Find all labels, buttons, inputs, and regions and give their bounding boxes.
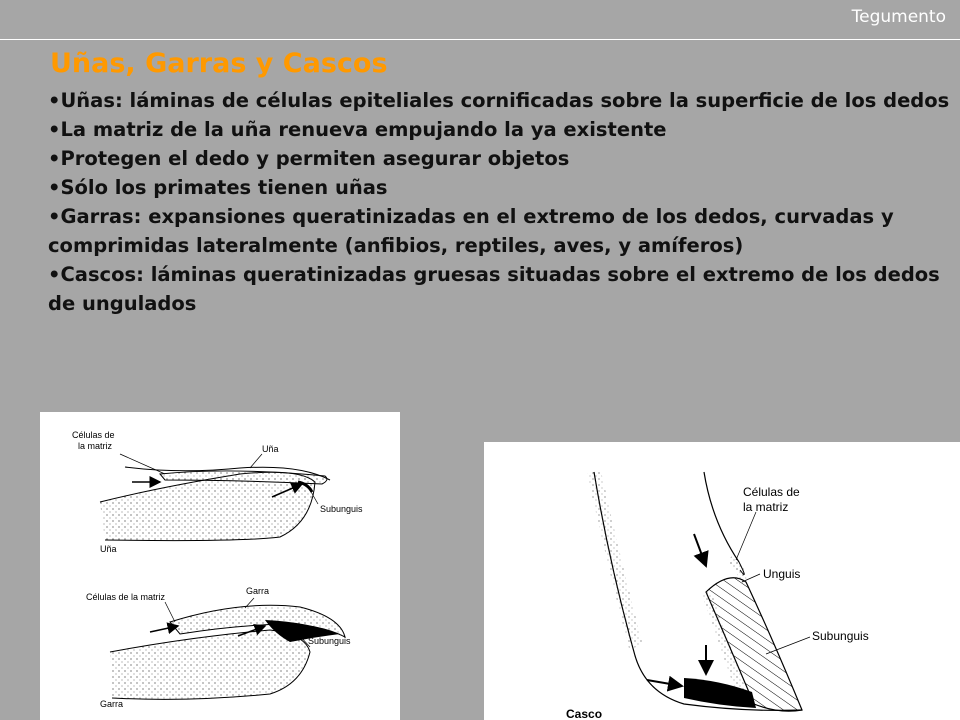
claw-label: Garra [246,586,270,596]
hoof-unguis-label: Unguis [763,567,801,581]
header-divider [0,39,960,40]
bullet-item: • Cascos: láminas queratinizadas gruesas situadas sobre el extremo de los dedos de ungulados [48,260,953,318]
hoof-matrix-label-2: la matriz [743,500,789,514]
nail-matrix-label-2: la matriz [78,441,113,451]
claw-caption: Garra [100,699,124,709]
bullet-list [48,86,953,318]
bullet-item: • Uñas: láminas de células epiteliales cornificadas sobre la superficie de los dedos [48,86,953,115]
hoof-matrix-label-1: Células de [743,485,800,499]
hoof-caption: Casco [566,707,603,720]
bullet-item: • Garras: expansiones queratinizadas en el extremo de los dedos, curvadas y comprimidas lateralmente (anfibios, reptiles, aves, y amíferos) [48,202,953,260]
slide-title: Uñas, Garras y Cascos [50,48,388,79]
nail-diagram [72,430,363,554]
bullet-item: • Sólo los primates tienen uñas [48,173,953,202]
section-label: Tegumento [851,7,946,27]
claw-matrix-label: Células de la matriz [86,592,166,602]
nail-label: Uña [262,444,279,454]
bullet-item: • Protegen el dedo y permiten asegurar objetos [48,144,953,173]
nail-claw-diagram-panel [40,412,400,720]
nail-claw-diagram [40,412,400,720]
hoof-diagram [484,442,960,720]
nail-subunguis-label: Subunguis [320,504,363,514]
bullet-item: • La matriz de la uña renueva empujando la ya existente [48,115,953,144]
hoof-diagram-panel [484,442,960,720]
nail-caption: Uña [100,544,117,554]
hoof-subunguis-label: Subunguis [812,629,869,643]
nail-matrix-label-1: Células de [72,430,115,440]
claw-diagram [86,586,351,709]
claw-subunguis-label: Subunguis [308,636,351,646]
